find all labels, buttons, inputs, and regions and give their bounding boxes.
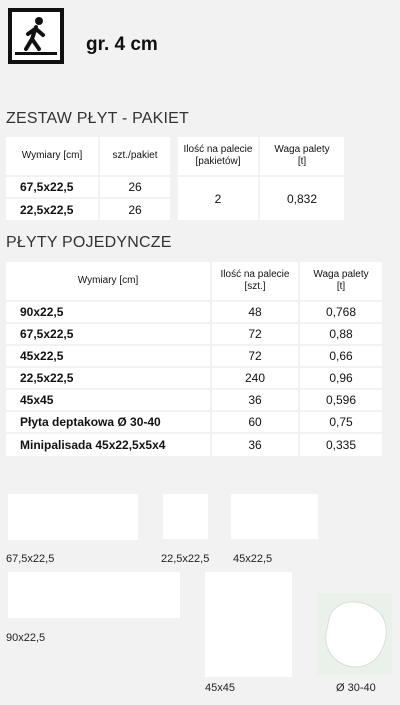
single-row-weight: 0,335 [300, 434, 382, 456]
slab-90x22-5-label: 90x22,5 [6, 632, 46, 644]
set-section-title: ZESTAW PŁYT - PAKIET [6, 110, 189, 127]
stepping-stone-label: Ø 30-40 [336, 682, 376, 694]
set-header-dim: Wymiary [cm] [6, 137, 98, 175]
single-row-dim: 45x45 [6, 390, 210, 410]
slab-67-5x22-5-shape [8, 494, 138, 540]
slab-67-5x22-5-label: 67,5x22,5 [6, 553, 55, 565]
single-header-weight-line1: Waga palety [313, 269, 369, 280]
set-weight: 0,832 [260, 177, 344, 220]
single-row-dim: 67,5x22,5 [6, 324, 210, 344]
set-row-per-pack: 26 [100, 199, 170, 220]
set-header-per-pack: szt./pakiet [100, 137, 170, 175]
single-header-dim: Wymiary [cm] [6, 262, 210, 300]
pedestrian-walking-icon [8, 8, 64, 64]
single-row-dim: 90x22,5 [6, 302, 210, 322]
single-section-title: PŁYTY POJEDYNCZE [6, 234, 172, 251]
slab-45x45-label: 45x45 [205, 682, 235, 694]
single-row-weight: 0,75 [300, 412, 382, 432]
single-row-dim: Minipalisada 45x22,5x5x4 [6, 434, 210, 456]
set-header-weight [260, 137, 344, 175]
single-row-weight: 0,66 [300, 346, 382, 366]
single-header-weight-line2: [t] [336, 281, 346, 292]
slab-22-5x22-5-label: 22,5x22,5 [161, 553, 210, 565]
single-row-weight: 0,596 [300, 390, 382, 410]
single-row-qty: 240 [212, 368, 298, 388]
single-row-weight: 0,768 [300, 302, 382, 322]
single-row-qty: 36 [212, 434, 298, 456]
stepping-stone-shape [317, 593, 392, 675]
single-row-qty: 72 [212, 324, 298, 344]
set-header-qty-line1: Ilość na palecie [183, 144, 253, 155]
set-header-weight-line2: [t] [297, 156, 307, 167]
set-header-weight-line1: Waga palety [274, 144, 330, 155]
slab-45x22-5-label: 45x22,5 [233, 553, 273, 565]
single-row-weight: 0,96 [300, 368, 382, 388]
slab-22-5x22-5-shape [163, 494, 208, 539]
set-header-qty [178, 137, 258, 175]
single-row-qty: 48 [212, 302, 298, 322]
set-row-dim: 67,5x22,5 [6, 177, 98, 197]
slab-45x45-shape [205, 572, 292, 677]
single-header-qty-line2: [szt.] [244, 281, 266, 292]
single-row-dim: 22,5x22,5 [6, 368, 210, 388]
single-header-weight [300, 262, 382, 300]
single-row-dim: Płyta deptakowa Ø 30-40 [6, 412, 210, 432]
single-row-dim: 45x22,5 [6, 346, 210, 366]
single-header-qty [212, 262, 298, 300]
single-row-weight: 0,88 [300, 324, 382, 344]
set-row-per-pack: 26 [100, 177, 170, 197]
single-row-qty: 36 [212, 390, 298, 410]
slab-90x22-5-shape [8, 572, 180, 618]
set-qty: 2 [178, 177, 258, 220]
thickness-label: gr. 4 cm [86, 34, 158, 55]
set-header-qty-line2: [pakietów] [195, 156, 241, 167]
slab-45x22-5-shape [231, 494, 318, 539]
single-row-qty: 60 [212, 412, 298, 432]
set-row-dim: 22,5x22,5 [6, 199, 98, 220]
single-row-qty: 72 [212, 346, 298, 366]
single-header-qty-line1: Ilość na palecie [220, 269, 290, 280]
